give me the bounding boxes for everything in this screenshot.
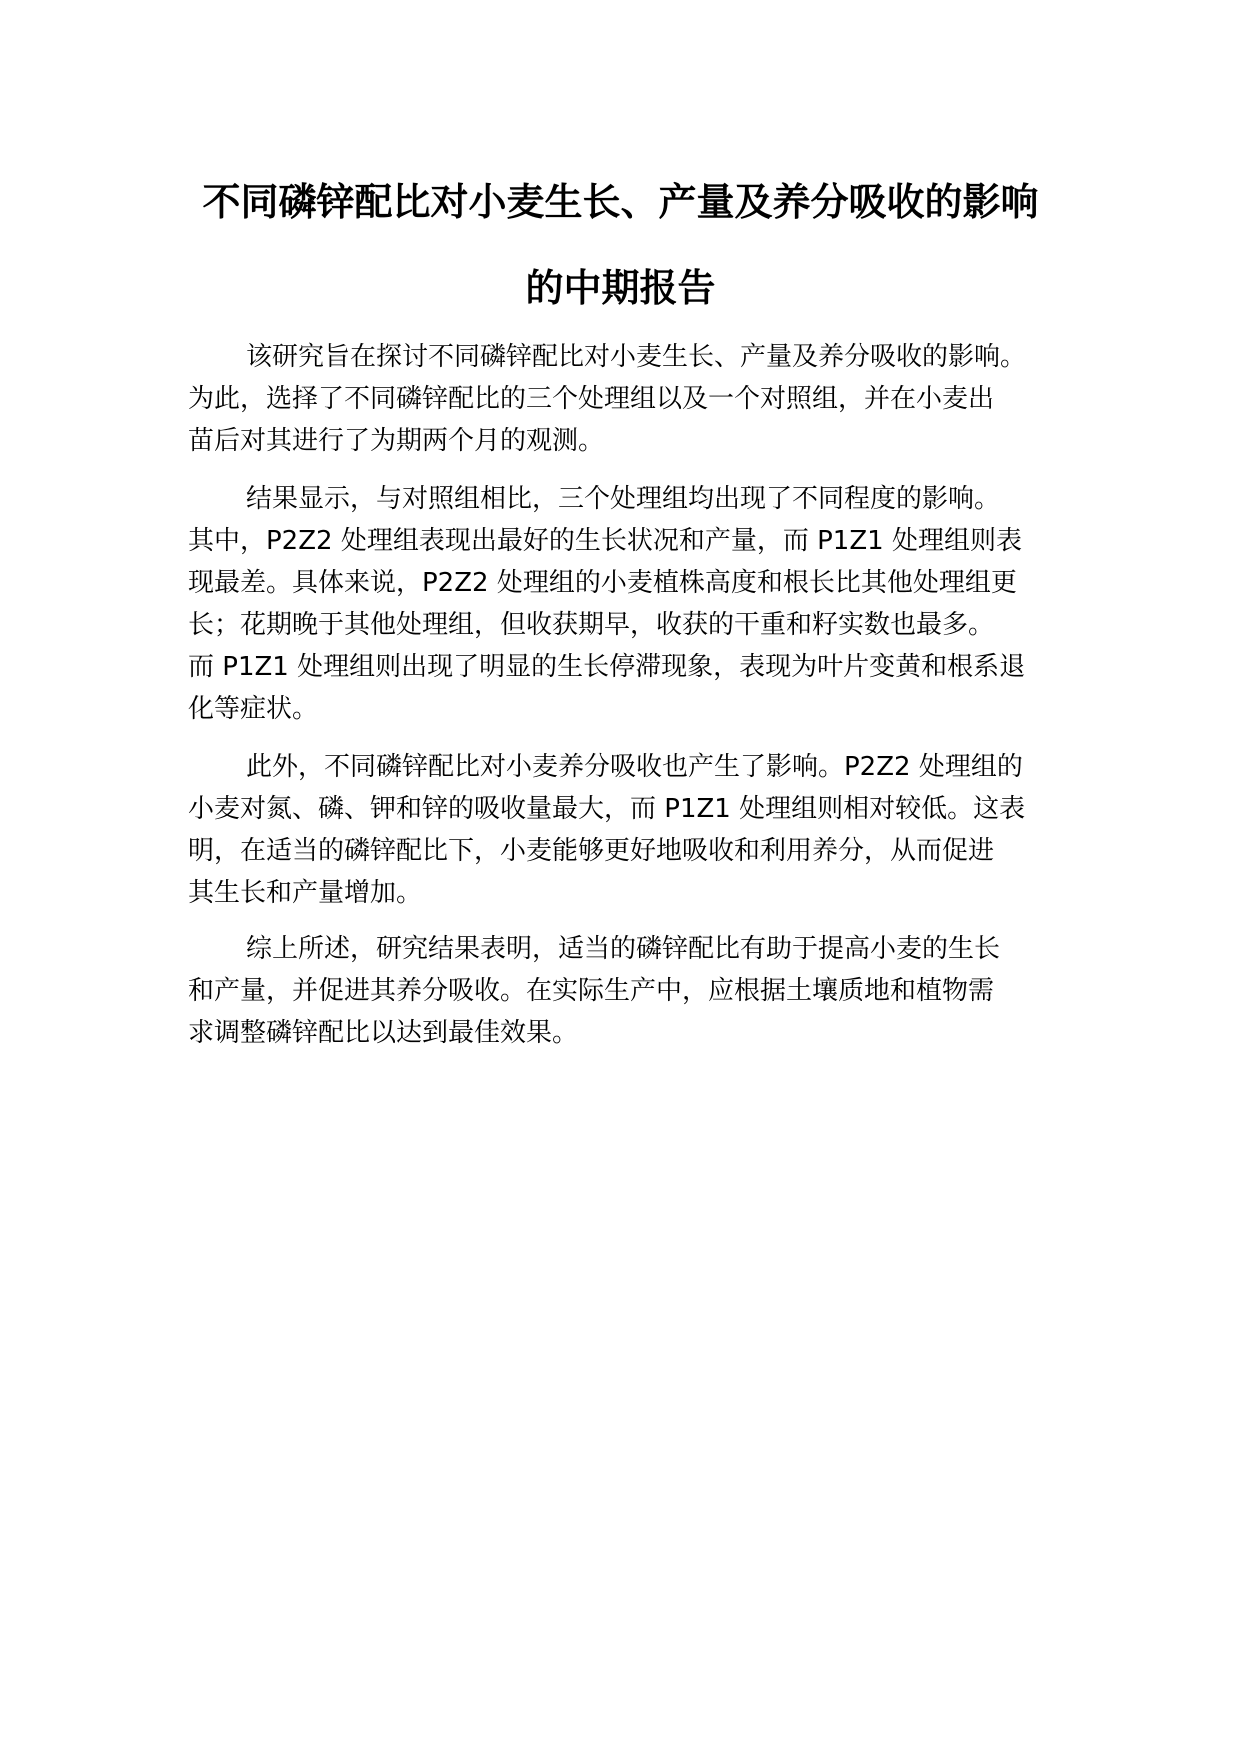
document-title-line-1: 不同磷锌配比对小麦生长、产量及养分吸收的影响 — [202, 180, 1039, 224]
paragraph-4-line-1: 综上所述，研究结果表明，适当的磷锌配比有助于提高小麦的生长 — [246, 934, 1001, 964]
paragraph-3-line-4: 其生长和产量增加。 — [188, 878, 423, 908]
paragraph-2-line-5: 而 P1Z1 处理组则出现了明显的生长停滞现象，表现为叶片变黄和根系退 — [188, 652, 1026, 682]
paragraph-2-line-3: 现最差。具体来说，P2Z2 处理组的小麦植株高度和根长比其他处理组更 — [188, 568, 1017, 598]
paragraph-1-line-2: 为此，选择了不同磷锌配比的三个处理组以及一个对照组，并在小麦出 — [188, 384, 995, 414]
paragraph-4-line-2: 和产量，并促进其养分吸收。在实际生产中，应根据土壤质地和植物需 — [188, 976, 995, 1006]
document-title-line-2: 的中期报告 — [525, 266, 716, 310]
paragraph-1-line-1: 该研究旨在探讨不同磷锌配比对小麦生长、产量及养分吸收的影响。 — [246, 342, 1027, 372]
paragraph-4-line-3: 求调整磷锌配比以达到最佳效果。 — [188, 1018, 579, 1048]
paragraph-3-line-2: 小麦对氮、磷、钾和锌的吸收量最大，而 P1Z1 处理组则相对较低。这表 — [188, 794, 1026, 824]
paragraph-3-line-3: 明，在适当的磷锌配比下，小麦能够更好地吸收和利用养分，从而促进 — [188, 836, 995, 866]
paragraph-2-line-1: 结果显示，与对照组相比，三个处理组均出现了不同程度的影响。 — [246, 484, 1001, 514]
paragraph-2-line-6: 化等症状。 — [188, 694, 319, 724]
paragraph-1-line-3: 苗后对其进行了为期两个月的观测。 — [188, 426, 605, 456]
paragraph-2-line-4: 长；花期晚于其他处理组，但收获期早，收获的干重和籽实数也最多。 — [188, 610, 995, 640]
paragraph-3-line-1: 此外，不同磷锌配比对小麦养分吸收也产生了影响。P2Z2 处理组的 — [246, 752, 1023, 782]
paragraph-2-line-2: 其中，P2Z2 处理组表现出最好的生长状况和产量，而 P1Z1 处理组则表 — [188, 526, 1022, 556]
